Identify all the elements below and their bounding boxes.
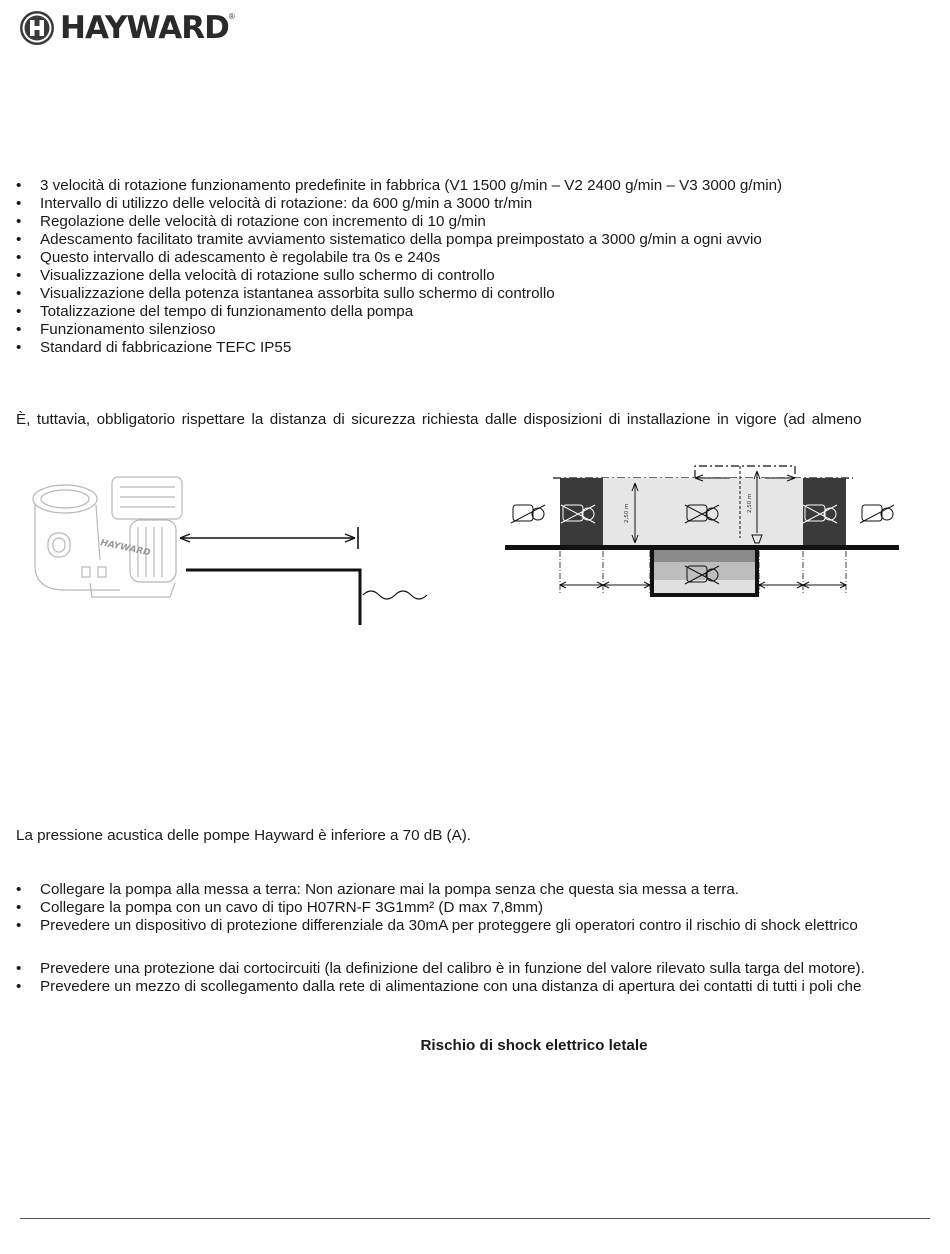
list-item: • Prevedere un dispositivo di protezione differenziale da 30mA per proteggere gli operatori contro il rischio di shock elettrico	[16, 917, 858, 935]
hayward-h-icon	[19, 10, 55, 46]
brand-name: HAYWARD	[60, 10, 229, 46]
distance-arrow	[180, 527, 358, 549]
ground-right	[759, 545, 899, 550]
electrical-list-1	[16, 881, 858, 935]
pump-illustration	[33, 477, 182, 597]
features-list	[16, 177, 782, 357]
list-item: • Prevedere una protezione dai cortocircuiti (la definizione del calibro è in funzione del valore rilevato sulla targa del motore).	[16, 960, 865, 978]
list-item: • 3 velocità di rotazione funzionamento predefinite in fabbrica (V1 1500 g/min – V2 2400 g/min – V3 3000 g/min)	[16, 177, 782, 195]
list-item: • Funzionamento silenzioso	[16, 321, 782, 339]
list-item: • Totalizzazione del tempo di funzionamento della pompa	[16, 303, 782, 321]
pool-edge	[186, 570, 427, 625]
electrical-list-2	[16, 960, 865, 996]
list-item: • Standard di fabbricazione TEFC IP55	[16, 339, 782, 357]
registered-mark: ®	[228, 11, 235, 21]
safety-distance-paragraph: È, tuttavia, obbligatorio rispettare la distanza di sicurezza richiesta dalle disposizioni di installazione in vigore (ad almeno	[16, 411, 862, 428]
list-item: • Collegare la pompa con un cavo di tipo H07RN-F 3G1mm² (D max 7,8mm)	[16, 899, 858, 917]
list-item: • Visualizzazione della potenza istantanea assorbita sullo schermo di controllo	[16, 285, 782, 303]
hayward-logo	[19, 10, 235, 46]
footer-divider	[20, 1218, 930, 1219]
list-item: • Questo intervallo di adescamento è regolabile tra 0s e 240s	[16, 249, 782, 267]
zone-left	[560, 478, 603, 545]
list-item: • Collegare la pompa alla messa a terra: Non azionare mai la pompa senza che questa sia messa a terra.	[16, 881, 858, 899]
safety-zone-diagram	[505, 463, 905, 603]
dimension-label-2: 2,50 m	[747, 493, 753, 513]
list-item: • Adescamento facilitato tramite avviamento sistematico della pompa preimpostato a 3000 g/min a ogni avvio	[16, 231, 782, 249]
list-item: • Intervallo di utilizzo delle velocità di rotazione: da 600 g/min a 3000 tr/min	[16, 195, 782, 213]
pump-distance-figure	[20, 465, 450, 630]
warning-heading: Rischio di shock elettrico letale	[420, 1037, 648, 1054]
list-item: • Regolazione delle velocità di rotazione con incremento di 10 g/min	[16, 213, 782, 231]
list-item: • Prevedere un mezzo di scollegamento dalla rete di alimentazione con una distanza di apertura dei contatti di tutti i poli che	[16, 978, 865, 996]
ground-left	[505, 545, 650, 550]
dimension-label-1: 2,50 m	[624, 503, 630, 523]
pump-brand-label: HAYWARD	[99, 538, 152, 559]
list-item: • Visualizzazione della velocità di rotazione sullo schermo di controllo	[16, 267, 782, 285]
acoustic-paragraph: La pressione acustica delle pompe Hayward è inferiore a 70 dB (A).	[16, 827, 472, 844]
